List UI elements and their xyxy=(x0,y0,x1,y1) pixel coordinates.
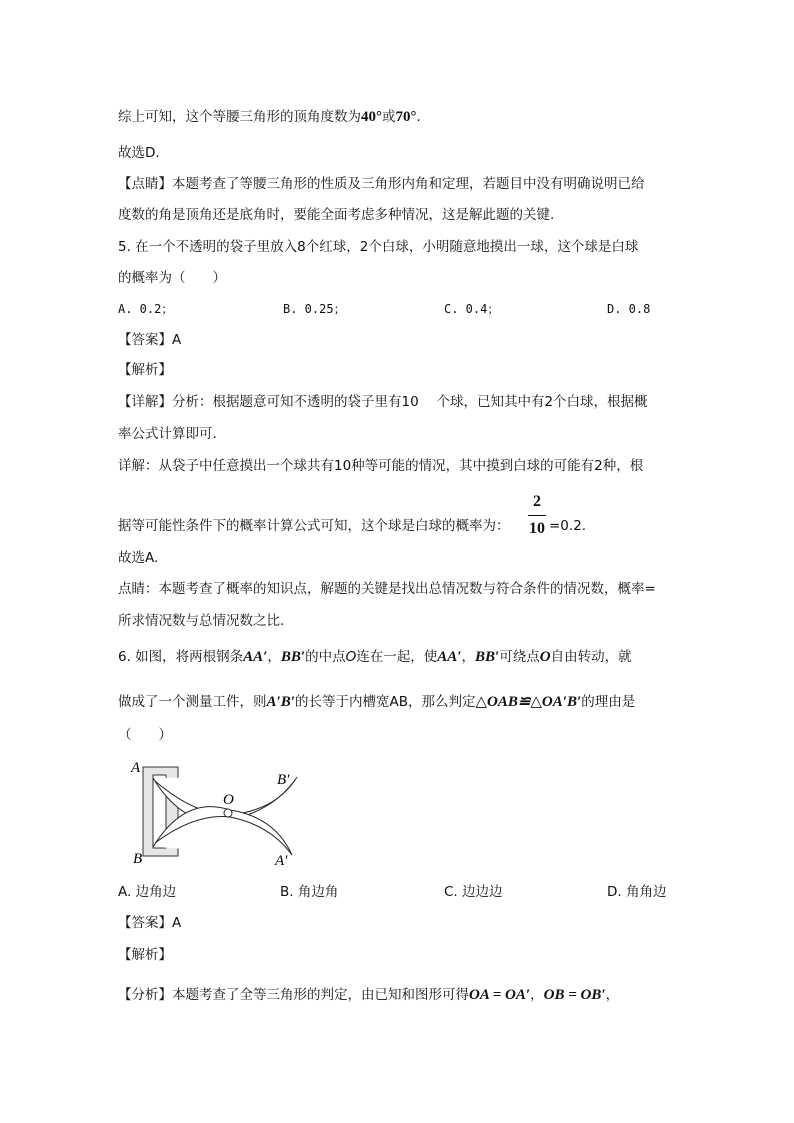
math: AA′ xyxy=(437,649,462,665)
text: 的理由是 xyxy=(581,694,636,710)
tip-line-2: 度数的角是顶角还是底角时，要能全面考虑多种情况，这是解此题的关键. xyxy=(118,207,555,223)
q5-tip-2: 所求情况数与总情况数之比. xyxy=(118,613,285,629)
q5-answer: 【答案】A xyxy=(118,332,182,348)
math: AA′ xyxy=(243,649,268,665)
math: O xyxy=(539,649,551,665)
text: 连在一起，使 xyxy=(356,649,438,665)
label-a-prime: A′ xyxy=(275,853,288,869)
q5-detail-4 xyxy=(118,517,510,535)
math: BB′ xyxy=(280,649,306,665)
q5-option-c: C. 0.4； xyxy=(444,302,500,316)
q6-answer: 【答案】A xyxy=(118,915,182,931)
text: . xyxy=(416,109,421,125)
q6-option-c: C. 边边边 xyxy=(444,884,503,900)
text: 据等可能性条件下的概率计算公式可知，这个球是白球的概率为： xyxy=(118,518,510,534)
conclusion-line xyxy=(118,108,421,126)
text: 6. 如图，将两根钢条 xyxy=(118,649,244,665)
q6-option-b: B. 角边角 xyxy=(280,884,339,900)
label-b-prime: B′ xyxy=(277,772,290,788)
math: O xyxy=(345,649,357,665)
math: BB′ xyxy=(475,649,500,665)
math: OA = OA′ xyxy=(469,987,531,1003)
text: ， xyxy=(267,649,281,665)
q5-option-a: A. 0.2； xyxy=(118,302,174,316)
math: △OAB≌△OA′B′ xyxy=(475,694,582,710)
choose-a: 故选A. xyxy=(118,550,159,566)
q6-stem-3: （ ） xyxy=(118,727,172,743)
text: 或 xyxy=(382,109,396,125)
text: 自由转动，就 xyxy=(550,649,632,665)
q5-stem-1: 5. 在一个不透明的袋子里放入8个红球，2个白球，小明随意地摸出一球，这个球是白球 xyxy=(118,239,639,255)
label-a: A xyxy=(131,760,141,776)
pivot-o xyxy=(224,809,232,817)
result-value: =0.2. xyxy=(549,518,587,534)
q6-analysis-heading: 【解析】 xyxy=(118,947,172,963)
text: 综上可知，这个等腰三角形的顶角度数为 xyxy=(118,109,361,125)
measuring-tool-figure xyxy=(125,755,305,870)
fraction-bar xyxy=(528,515,546,516)
q5-detail-2: 率公式计算即可. xyxy=(118,426,217,442)
q6-option-d: D. 角角边 xyxy=(607,884,667,900)
q5-tip-1: 点睛：本题考查了概率的知识点，解题的关键是找出总情况数与符合条件的情况数，概率= xyxy=(118,581,656,597)
text: 可绕点 xyxy=(499,649,540,665)
q5-detail-3: 详解：从袋子中任意摸出一个球共有10种等可能的情况，其中摸到白球的可能有2种，根 xyxy=(118,458,644,474)
tip-line-1: 【点睛】本题考查了等腰三角形的性质及三角形内角和定理，若题目中没有明确说明已给 xyxy=(118,176,645,192)
q5-analysis-heading: 【解析】 xyxy=(118,362,172,378)
q6-stem-2 xyxy=(118,693,635,711)
text: ， xyxy=(461,649,476,665)
math: OB = OB′ xyxy=(543,987,606,1003)
fraction xyxy=(528,493,546,538)
q5-stem-2: 的概率为（ ） xyxy=(118,270,226,286)
text: 【分析】本题考查了全等三角形的判定，由已知和图形可得 xyxy=(118,987,469,1003)
text: ， xyxy=(530,987,544,1003)
angle-40: 40° xyxy=(361,109,382,125)
q6-stem-1 xyxy=(118,648,632,666)
text: 的长等于内槽宽AB，那么判定 xyxy=(294,694,476,710)
q6-option-a: A. 边角边 xyxy=(118,884,177,900)
numerator: 2 xyxy=(533,493,541,510)
angle-70: 70° xyxy=(395,109,417,125)
text: 的中点 xyxy=(305,649,346,665)
label-b: B xyxy=(133,851,143,867)
q6-analysis-1 xyxy=(118,986,619,1004)
label-o: O xyxy=(223,792,234,808)
q5-detail-1: 【详解】分析：根据题意可知不透明的袋子里有10 个球，已知其中有2个白球，根据概 xyxy=(118,394,648,410)
text: ， xyxy=(605,987,620,1003)
text: 做成了一个测量工件，则 xyxy=(118,694,267,710)
denominator: 10 xyxy=(529,520,545,537)
math: A′B′ xyxy=(266,694,295,710)
q5-option-b: B. 0.25； xyxy=(283,302,346,316)
choose-d: 故选D. xyxy=(118,145,160,161)
q5-option-d: D. 0.8 xyxy=(607,302,651,316)
